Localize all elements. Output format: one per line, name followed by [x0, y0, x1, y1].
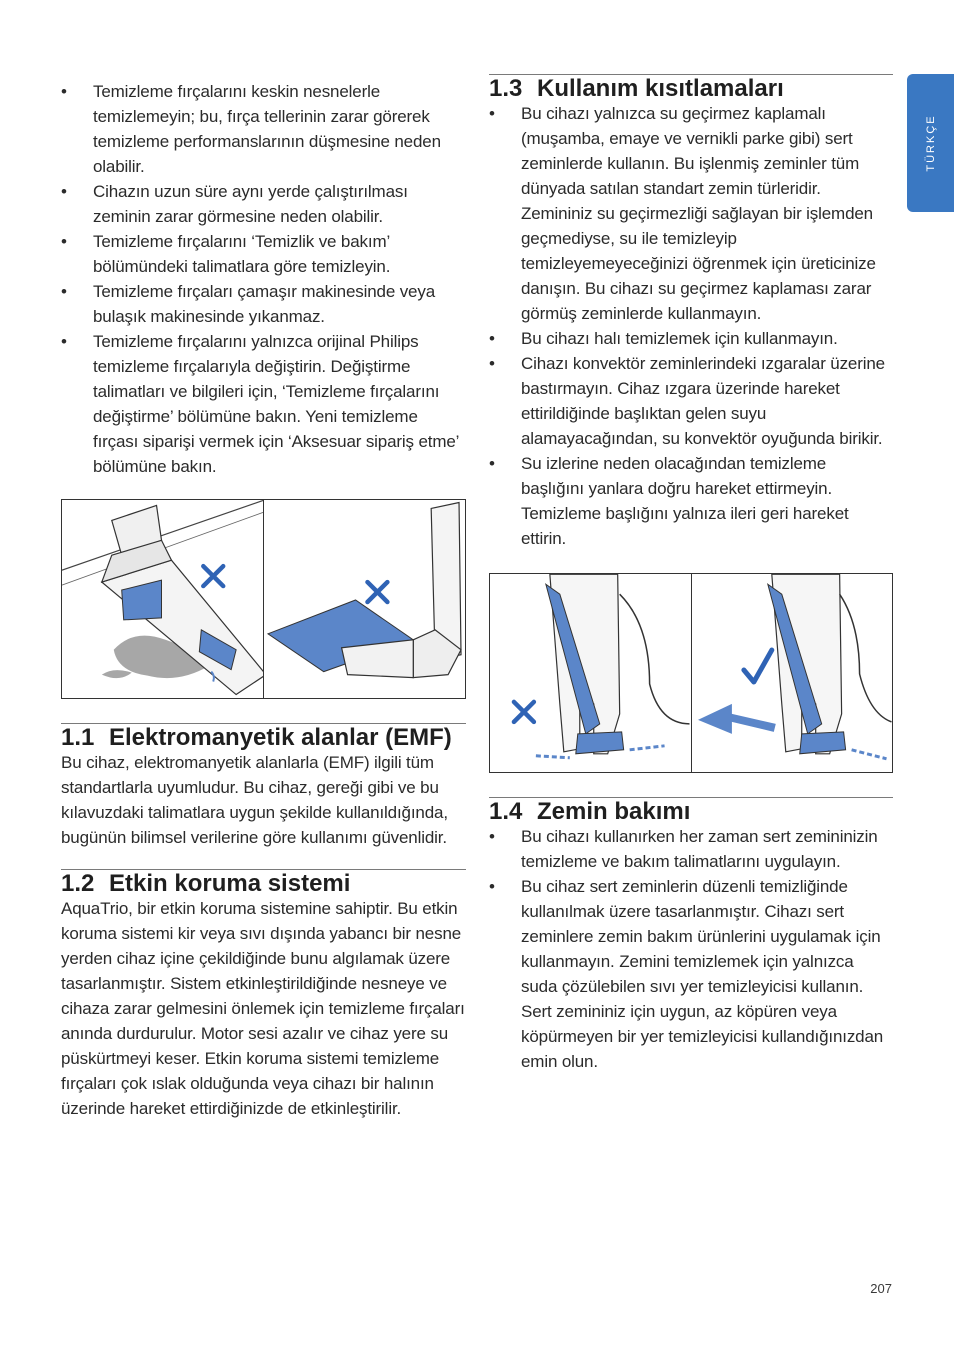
- section-1-2-header: [61, 869, 466, 896]
- list-item: • Su izlerine neden olacağından temizleme başlığını yanlara doğru hareket ettirmeyin. Temizleme başlığını yalnıza ileri geri hareket ettirin.: [489, 451, 893, 551]
- list-item: • Cihazın uzun süre aynı yerde çalıştırılması zeminin zarar görmesine neden olabilir.: [61, 179, 466, 229]
- section-1-3-bullet-list: [489, 101, 893, 551]
- section-1-1-title: 1.1 Elektromanyetik alanlar (EMF): [61, 725, 466, 750]
- page-number: 207: [870, 1281, 892, 1296]
- intro-bullet-list: [61, 79, 466, 479]
- section-1-4-header: [489, 797, 893, 824]
- section-1-4-title-text: Zemin bakımı: [537, 798, 691, 825]
- section-1-1-body: Bu cihaz, elektromanyetik alanlarla (EMF) ilgili tüm standartlarla uyumludur. Bu cihaz, gereği gibi ve bu kılavuzdaki talimatlara uygun şekilde kullanıldığında, bugünün bilimsel verilerine göre kullanımı güvenlidir.: [61, 753, 448, 847]
- right-column: [489, 74, 893, 1074]
- list-item: • Temizleme fırçalarını keskin nesnelerle temizlemeyin; bu, fırça tellerinin zarar görerek temizleme performanslarının düşmesine neden olabilir.: [61, 79, 466, 179]
- list-item: • Bu cihazı halı temizlemek için kullanmayın.: [489, 326, 893, 351]
- forward-illustration: [692, 574, 893, 772]
- left-column: [61, 79, 466, 1121]
- cross-icon: [514, 702, 534, 722]
- list-item: • Temizleme fırçalarını ‘Temizlik ve bakım’ bölümündeki talimatlara göre temizleyin.: [61, 229, 466, 279]
- section-1-3-title-text: Kullanım kısıtlamaları: [537, 75, 784, 102]
- section-1-3-title: 1.3 Kullanım kısıtlamaları: [489, 75, 784, 102]
- language-tab: [907, 74, 954, 212]
- carpet-illustration: [264, 500, 465, 698]
- check-icon: [743, 650, 771, 682]
- list-item: • Bu cihaz sert zeminlerin düzenli temizliğinde kullanılmak üzere tasarlanmıştır. Cihazı sert zeminlere zemin bakım ürünlerini uygulamak için kullanmayın. Zemini temizlemek için yalnızca suda çözülebilen sıvı yer temizleyicisi kullanın. Sert zemininiz için uygun, az köpüren veya köpürmeyen bir yer temizleyicisi kullandığınızdan emin olun.: [489, 874, 893, 1074]
- section-1-2-body: AquaTrio, bir etkin koruma sistemine sahiptir. Bu etkin koruma sistemi kir veya sıvı dışında yabancı bir nesne yerden cihaz içine çekildiğinde bunu algılamak üzere tasarlanmıştır. Sistem etkinleştirildiğinde nesneye ve cihaza zarar gelmesini önlemek için temizleme fırçaları anında durdurulur. Motor sesi azalır ve cihaz yere su püskürtmeyi keser. Etkin koruma sistemi temizleme fırçaları çok ıslak olduğunda veya cihazı bir halının üzerinde hareket ettirdiğinizde de etkinleştirilir.: [61, 899, 465, 1118]
- list-item: • Bu cihazı yalnızca su geçirmez kaplamalı (muşamba, emaye ve vernikli parke gibi) sert zeminlerde kullanın. Bu işlenmiş zeminler tüm dünyada satılan standart zemin türleridir. Zemininiz su geçirmezliği sağlayan bir işlemden geçmediyse, su ile temizleyip temizleyemeyeceğinizi öğrenmek için üreticinize danışın. Bu cihazı su geçirmez kaplaması zarar görmüş zeminlerde kullanmayın.: [489, 101, 893, 326]
- list-item: • Temizleme fırçaları çamaşır makinesinde veya bulaşık makinesinde yıkanmaz.: [61, 279, 466, 329]
- section-1-3-header: [489, 74, 893, 101]
- list-item: • Bu cihazı kullanırken her zaman sert zemininizin temizleme ve bakım talimatlarını uygulayın.: [489, 824, 893, 874]
- illustration-panel-forward: [691, 574, 893, 772]
- section-1-1-header: [61, 723, 466, 750]
- illustration-panel-spill: [62, 500, 263, 698]
- section-1-2-title-text: Etkin koruma sistemi: [109, 870, 351, 897]
- section-1-2-title: 1.2 Etkin koruma sistemi: [61, 870, 351, 897]
- cross-icon: [203, 566, 223, 586]
- list-item: • Temizleme fırçalarını yalnızca orijinal Philips temizleme fırçalarıyla değiştirin. Değiştirme talimatları ve bilgileri için, ‘Temizleme fırçalarını değiştirme’ bölümüne bakın. Yeni temizleme fırçası siparişi vermek için ‘Aksesuar sipariş etme’ bölümüne bakın.: [61, 329, 466, 479]
- section-1-1-title-text: Elektromanyetik alanlar (EMF): [109, 724, 452, 751]
- list-item: • Cihazı konvektör zeminlerindeki ızgaralar üzerine bastırmayın. Cihaz ızgara üzerinde hareket ettirildiğinde başlıktan gelen suyu alamayacağından, su konvektör oyuğunda birikir.: [489, 351, 893, 451]
- illustration-improper-use: [61, 499, 466, 699]
- language-tab-label: TÜRKÇE: [924, 114, 937, 172]
- illustration-panel-carpet: [263, 500, 465, 698]
- spill-illustration: [62, 500, 263, 698]
- illustration-panel-sideways: [490, 574, 691, 772]
- section-1-4-title: 1.4 Zemin bakımı: [489, 798, 691, 825]
- sideways-illustration: [490, 574, 691, 772]
- cross-icon: [367, 582, 387, 602]
- section-1-4-bullet-list: [489, 824, 893, 1074]
- illustration-movement: [489, 573, 893, 773]
